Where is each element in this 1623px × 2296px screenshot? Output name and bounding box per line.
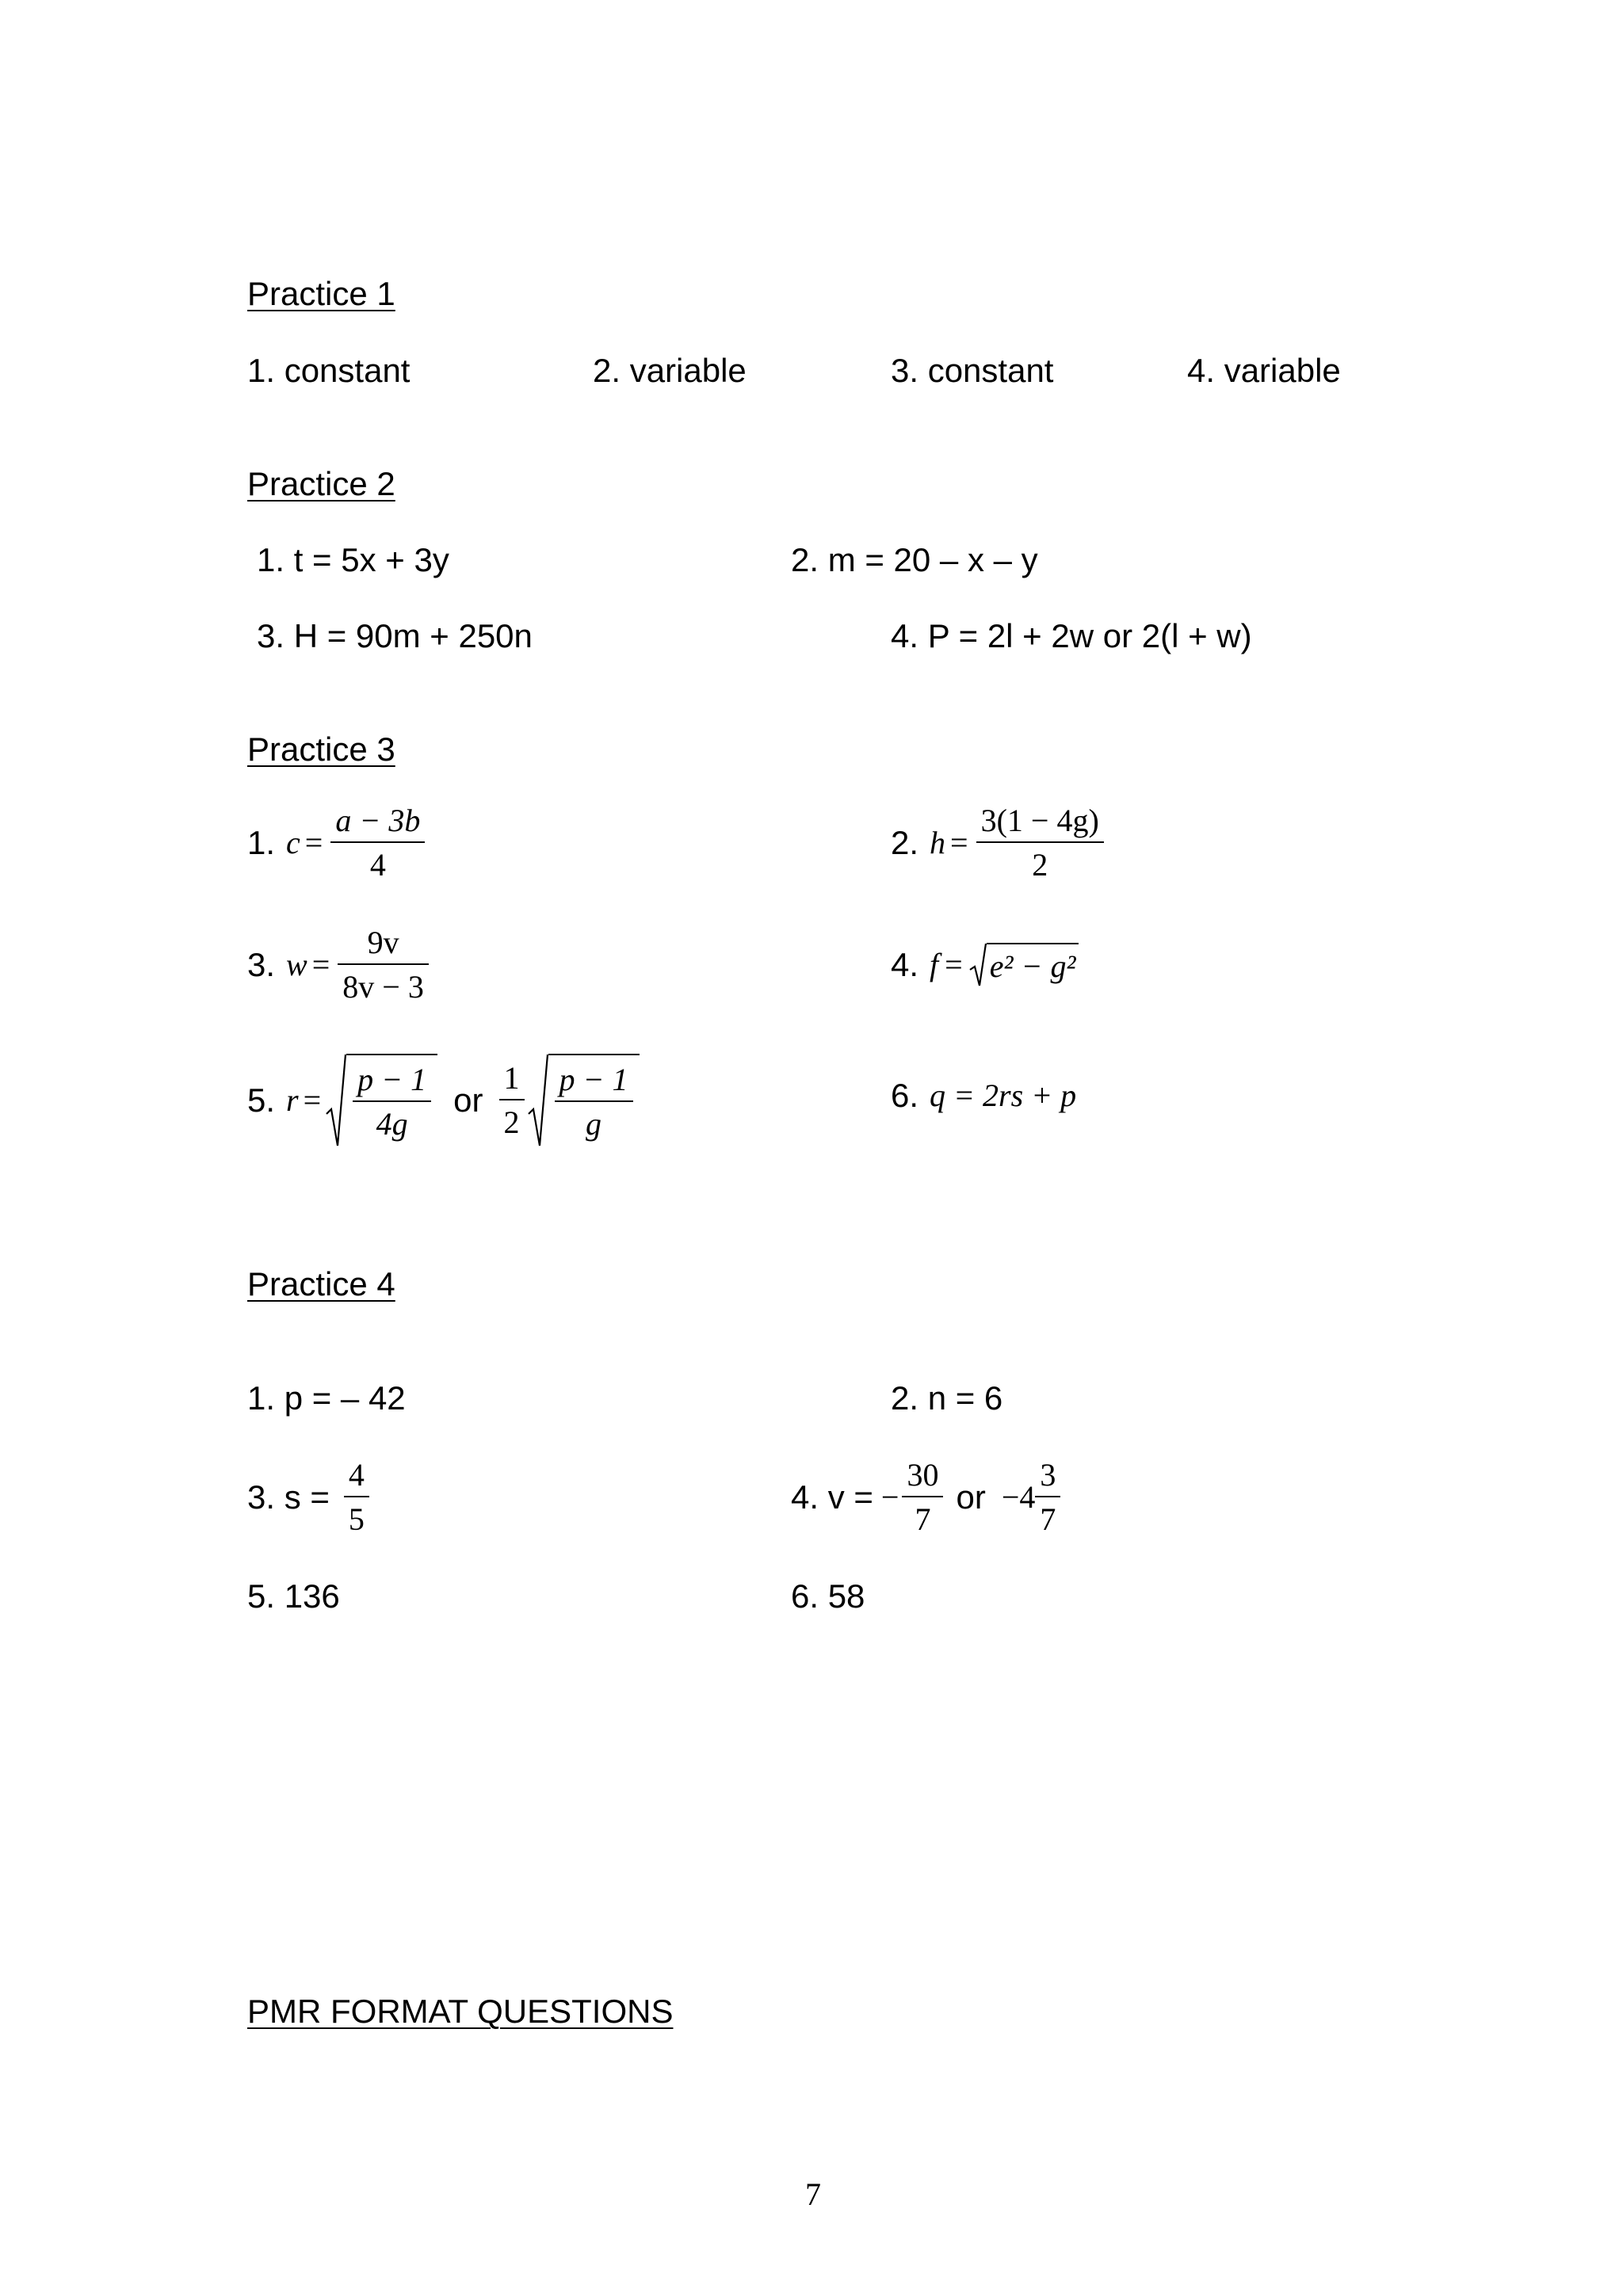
denominator: 5 xyxy=(348,1501,365,1537)
equals-sign: = xyxy=(950,825,968,860)
practice-4-heading: Practice 4 xyxy=(247,1265,395,1302)
equals-sign: = xyxy=(303,1082,322,1118)
equals-sign: = xyxy=(311,947,330,982)
numerator: 3(1 − 4g) xyxy=(980,803,1099,838)
numerator: a − 3b xyxy=(335,803,421,838)
radical-sign-icon xyxy=(969,943,987,987)
practice-2-answer-2: 2. m = 20 – x – y xyxy=(791,541,1038,578)
practice-1-answer-1: 1. constant xyxy=(247,352,411,389)
minus-sign: − xyxy=(880,1479,899,1515)
practice-2-answer-1: 1. t = 5x + 3y xyxy=(257,541,449,578)
answer-number: 1. xyxy=(247,824,276,861)
answer-label: 3. s = xyxy=(247,1478,330,1516)
practice-3-answer-6 xyxy=(891,1079,1076,1112)
fraction xyxy=(353,1064,431,1140)
numerator: 30 xyxy=(907,1457,939,1493)
practice-4-answer-4 xyxy=(791,1459,1064,1535)
denominator: 2 xyxy=(1032,847,1048,883)
radical-sign-icon xyxy=(528,1054,548,1147)
denominator: 4g xyxy=(376,1106,408,1142)
denominator: g xyxy=(586,1106,602,1142)
practice-4-answer-6: 6. 58 xyxy=(791,1577,865,1615)
fraction xyxy=(330,805,425,881)
variable-r: r xyxy=(286,1082,299,1118)
variable-h: h xyxy=(930,825,946,860)
practice-3-answer-4 xyxy=(891,943,1079,987)
practice-2-heading: Practice 2 xyxy=(247,465,395,502)
practice-3-answer-1 xyxy=(247,805,428,881)
fraction xyxy=(338,927,429,1003)
mixed-whole: −4 xyxy=(1001,1479,1036,1515)
practice-4-answer-1: 1. p = – 42 xyxy=(247,1379,406,1417)
practice-3-answer-3 xyxy=(247,927,432,1003)
answer-number: 6. xyxy=(891,1077,919,1114)
denominator: 7 xyxy=(1040,1501,1056,1537)
answer-number: 4. xyxy=(891,946,919,983)
mixed-fraction xyxy=(1035,1459,1060,1535)
practice-1-heading: Practice 1 xyxy=(247,275,395,312)
or-label: or xyxy=(453,1081,483,1119)
fraction xyxy=(555,1064,633,1140)
pmr-format-questions-heading: PMR FORMAT QUESTIONS xyxy=(247,1993,674,2030)
answer-number: 2. xyxy=(891,824,919,861)
radicand xyxy=(346,1054,437,1147)
answer-number: 3. xyxy=(247,946,276,983)
coefficient-fraction xyxy=(499,1062,525,1138)
equals-sign: = xyxy=(304,825,323,860)
practice-3-answer-2 xyxy=(891,805,1107,881)
equation: q = 2rs + p xyxy=(930,1077,1077,1113)
variable-w: w xyxy=(286,947,307,982)
answer-number: 5. xyxy=(247,1081,276,1119)
practice-2-answer-4: 4. P = 2l + 2w or 2(l + w) xyxy=(891,617,1252,654)
denominator: 8v − 3 xyxy=(342,969,424,1005)
numerator: p − 1 xyxy=(559,1062,628,1097)
numerator: 9v xyxy=(367,925,399,960)
numerator: 3 xyxy=(1040,1457,1056,1493)
practice-4-answer-5: 5. 136 xyxy=(247,1577,340,1615)
fraction xyxy=(976,805,1104,881)
square-root xyxy=(969,943,1079,987)
practice-2-answer-3: 3. H = 90m + 250n xyxy=(257,617,533,654)
radicand xyxy=(548,1054,640,1147)
equals-sign: = xyxy=(945,947,963,982)
practice-3-answer-5 xyxy=(247,1054,640,1147)
radicand: e² − g² xyxy=(987,943,1079,987)
fraction xyxy=(902,1459,943,1535)
denominator: 2 xyxy=(503,1104,520,1140)
denominator: 4 xyxy=(369,847,386,883)
fraction xyxy=(344,1459,369,1535)
practice-1-answer-2: 2. variable xyxy=(593,352,747,389)
practice-1-answer-4: 4. variable xyxy=(1187,352,1341,389)
answer-label: 4. v = xyxy=(791,1478,873,1516)
square-root xyxy=(528,1054,640,1147)
page-number: 7 xyxy=(805,2176,821,2212)
numerator: 1 xyxy=(503,1060,520,1096)
practice-1-answer-3: 3. constant xyxy=(891,352,1054,389)
or-label: or xyxy=(956,1478,986,1516)
denominator: 7 xyxy=(915,1501,931,1537)
square-root xyxy=(326,1054,437,1147)
numerator: p − 1 xyxy=(357,1062,427,1097)
variable-c: c xyxy=(286,825,300,860)
practice-4-answer-2: 2. n = 6 xyxy=(891,1379,1003,1417)
radical-sign-icon xyxy=(326,1054,346,1147)
numerator: 4 xyxy=(348,1457,365,1493)
practice-4-answer-3 xyxy=(247,1459,372,1535)
variable-f: f xyxy=(930,947,939,982)
practice-3-heading: Practice 3 xyxy=(247,730,395,768)
